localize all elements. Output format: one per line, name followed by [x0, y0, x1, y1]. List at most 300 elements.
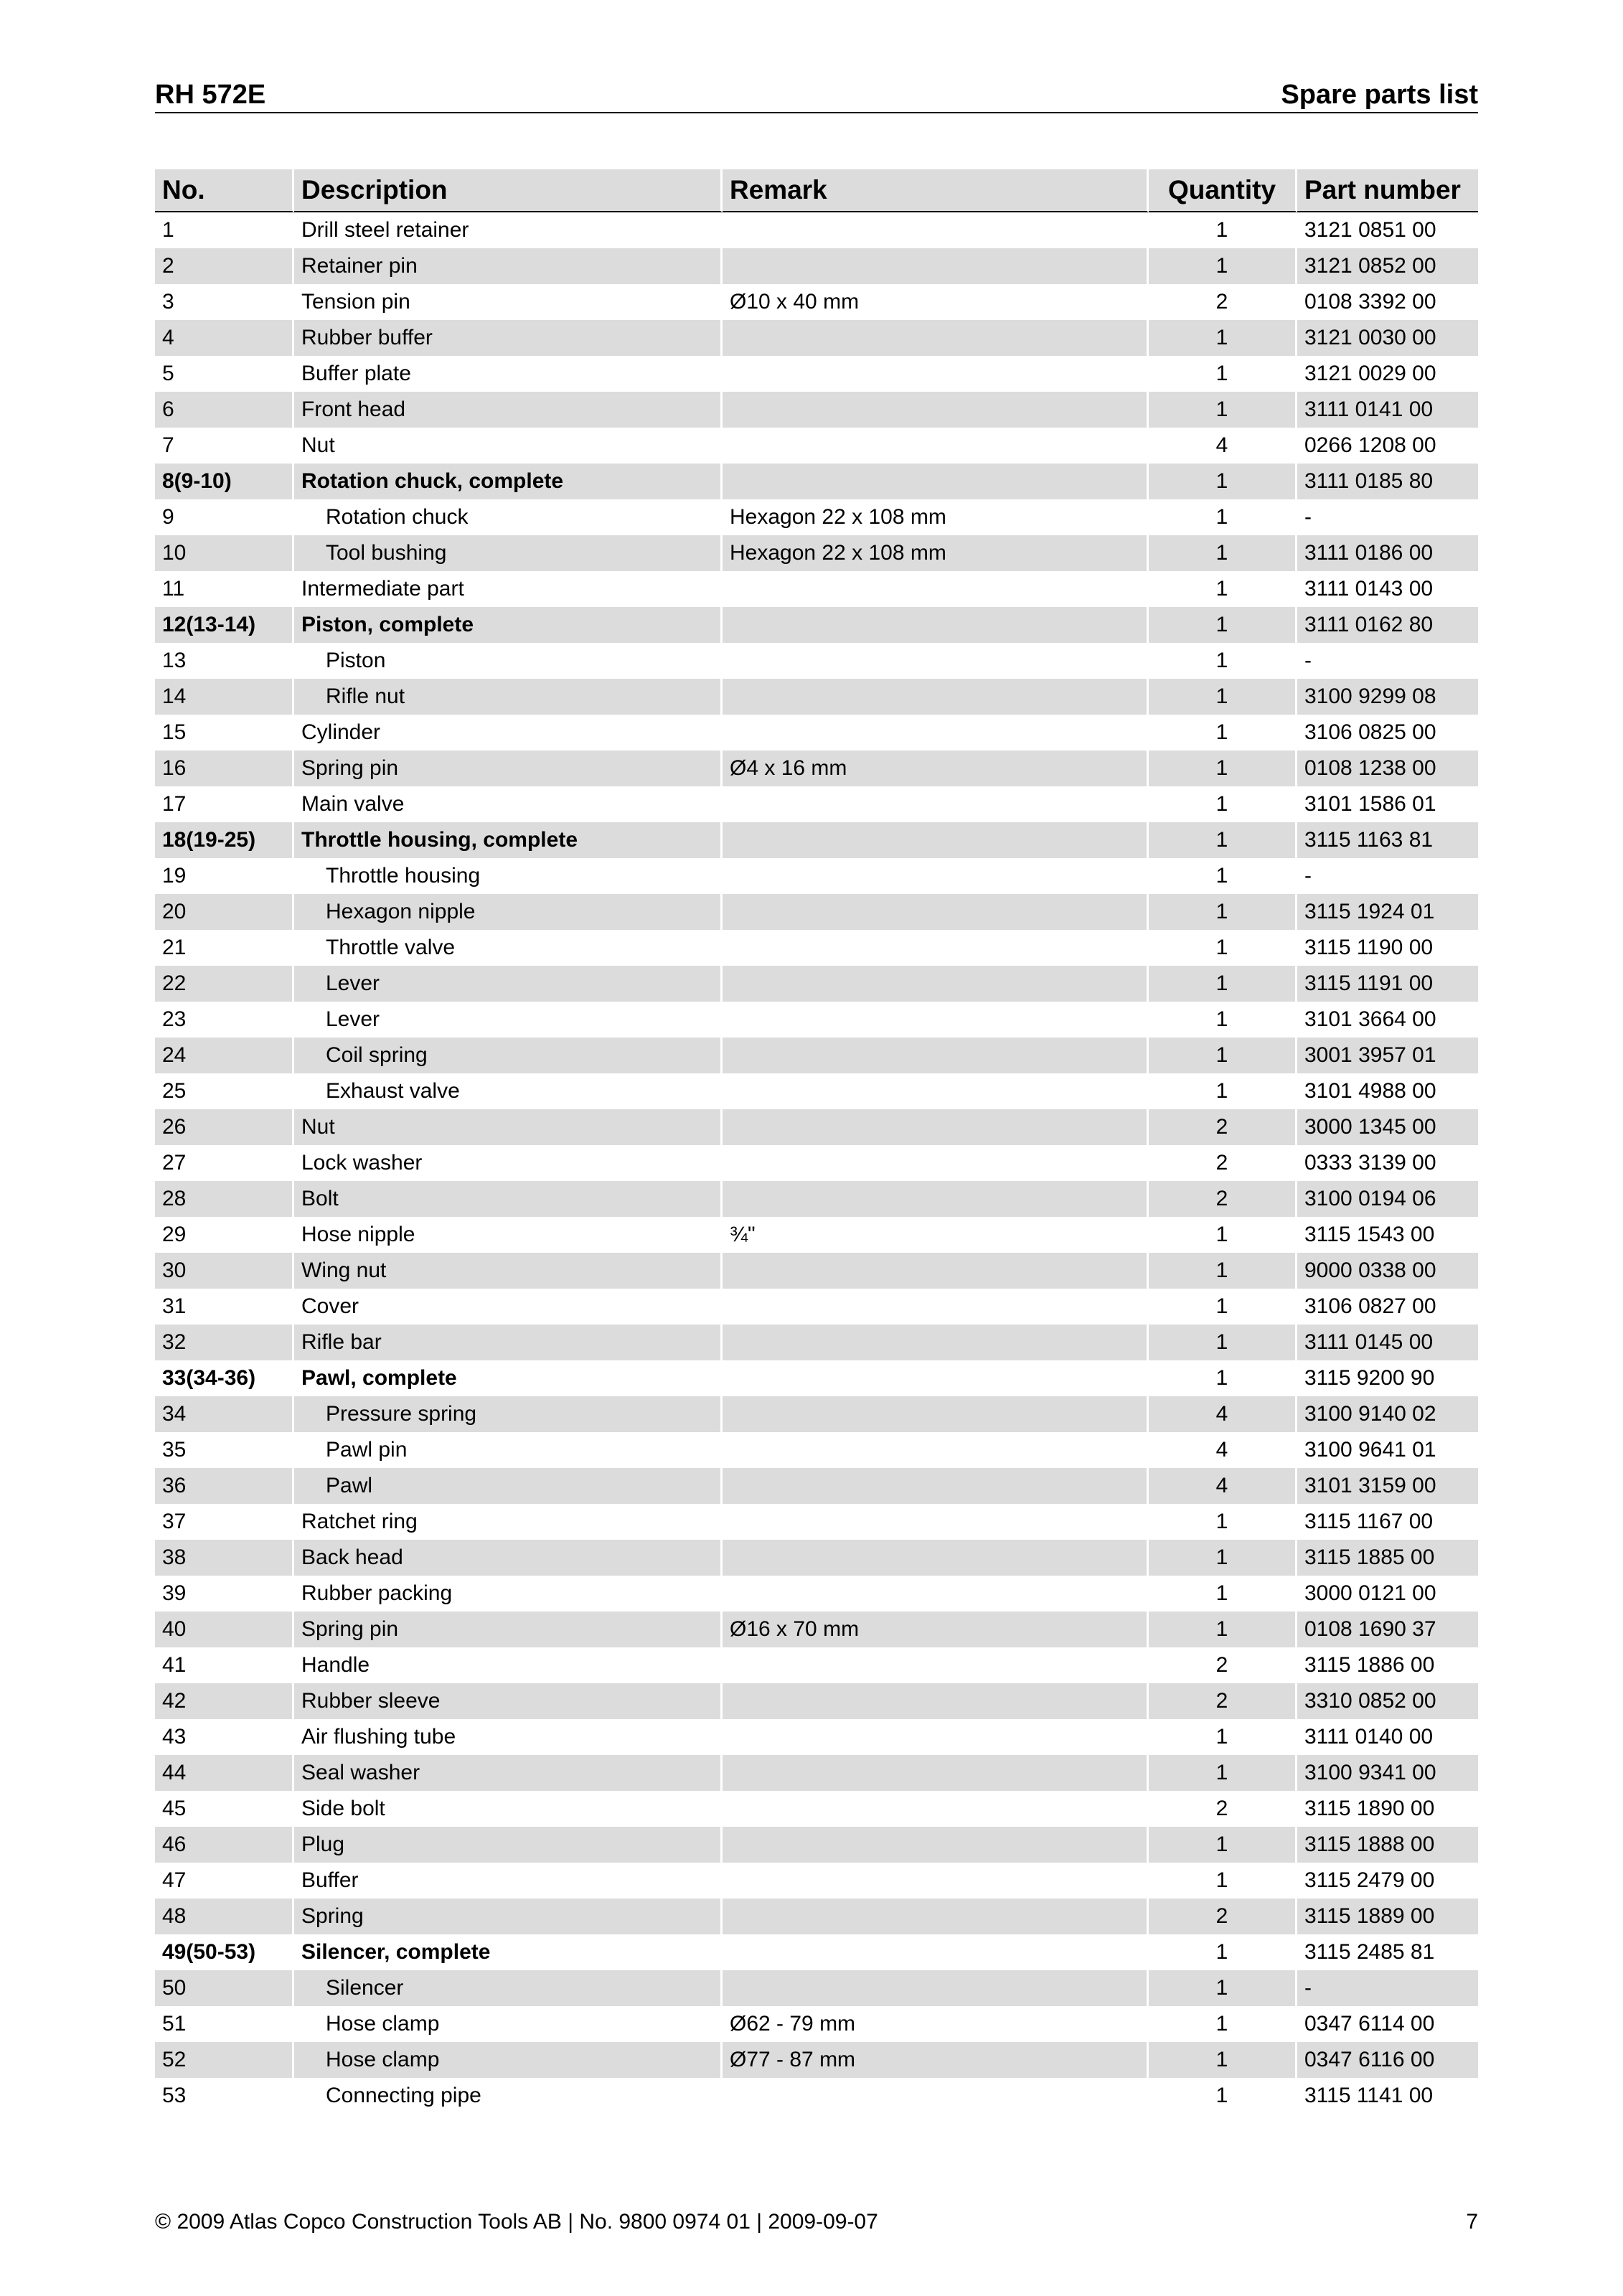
cell-description: Handle [294, 1647, 723, 1683]
table-row [155, 1755, 1478, 1791]
cell-part-number: 3000 1345 00 [1297, 1109, 1478, 1145]
cell-quantity: 1 [1149, 1325, 1297, 1360]
cell-description: Spring pin [294, 751, 723, 786]
table-row [155, 1360, 1478, 1396]
cell-remark [723, 894, 1149, 930]
cell-quantity: 1 [1149, 1970, 1297, 2006]
cell-item-number: 49(50-53) [155, 1934, 294, 1970]
cell-quantity: 1 [1149, 966, 1297, 1002]
cell-quantity: 1 [1149, 535, 1297, 571]
cell-description: Pressure spring [294, 1396, 723, 1432]
column-header-no: No. [155, 169, 294, 212]
cell-part-number: 3115 1888 00 [1297, 1827, 1478, 1863]
table-row [155, 1253, 1478, 1289]
cell-item-number: 15 [155, 715, 294, 751]
cell-item-number: 11 [155, 571, 294, 607]
table-row [155, 679, 1478, 715]
cell-remark [723, 1755, 1149, 1791]
cell-remark [723, 930, 1149, 966]
cell-remark [723, 1683, 1149, 1719]
table-row [155, 2042, 1478, 2078]
cell-part-number: - [1304, 505, 1312, 529]
cell-remark [723, 320, 1149, 356]
cell-remark [723, 1432, 1149, 1468]
table-row [155, 751, 1478, 786]
cell-item-number: 30 [155, 1253, 294, 1289]
column-header-quantity: Quantity [1149, 169, 1297, 212]
cell-remark [723, 1109, 1149, 1145]
cell-quantity: 1 [1149, 1540, 1297, 1576]
cell-item-number: 4 [155, 320, 294, 356]
table-row [155, 356, 1478, 392]
cell-quantity: 4 [1149, 1432, 1297, 1468]
cell-quantity: 1 [1149, 858, 1297, 894]
cell-description: Pawl pin [294, 1432, 723, 1468]
cell-description: Silencer, complete [294, 1934, 723, 1970]
cell-part-number: 3101 1586 01 [1304, 792, 1436, 816]
cell-remark [723, 1468, 1149, 1504]
cell-item-number: 19 [155, 858, 294, 894]
cell-part-number: 3115 1886 00 [1304, 1653, 1435, 1677]
cell-remark: Ø10 x 40 mm [723, 284, 1149, 320]
cell-part-number: 3115 1885 00 [1297, 1540, 1478, 1576]
cell-part-number: 3106 0825 00 [1304, 720, 1436, 744]
cell-quantity: 1 [1149, 1576, 1297, 1612]
cell-description: Throttle housing, complete [294, 822, 723, 858]
cell-description: Rifle bar [294, 1325, 723, 1360]
cell-remark: Hexagon 22 x 108 mm [723, 499, 1149, 535]
cell-description: Lock washer [294, 1145, 723, 1181]
cell-quantity: 1 [1149, 499, 1297, 535]
table-row [155, 1719, 1478, 1755]
cell-item-number: 35 [155, 1432, 294, 1468]
table-row [155, 1289, 1478, 1325]
cell-part-number: 3115 1190 00 [1304, 936, 1434, 959]
cell-quantity: 1 [1149, 786, 1297, 822]
cell-item-number: 40 [155, 1612, 294, 1647]
cell-remark [723, 1934, 1149, 1970]
table-row [155, 1181, 1478, 1217]
cell-quantity: 1 [1149, 1827, 1297, 1863]
cell-description: Rotation chuck, complete [294, 464, 723, 499]
cell-item-number: 16 [155, 751, 294, 786]
cell-part-number: 3115 1167 00 [1304, 1510, 1434, 1533]
cell-description: Silencer [294, 1970, 723, 2006]
cell-description: Ratchet ring [294, 1504, 723, 1540]
table-row [155, 1217, 1478, 1253]
cell-item-number: 7 [155, 428, 294, 464]
cell-description: Rubber buffer [294, 320, 723, 356]
table-row [155, 1468, 1478, 1504]
cell-item-number: 24 [155, 1038, 294, 1073]
cell-item-number: 46 [155, 1827, 294, 1863]
cell-item-number: 33(34-36) [155, 1360, 294, 1396]
cell-remark [723, 248, 1149, 284]
cell-remark [723, 679, 1149, 715]
cell-quantity: 1 [1149, 2006, 1297, 2042]
table-row [155, 1540, 1478, 1576]
cell-quantity: 1 [1149, 248, 1297, 284]
cell-item-number: 28 [155, 1181, 294, 1217]
cell-quantity: 1 [1149, 1289, 1297, 1325]
cell-remark [723, 1289, 1149, 1325]
cell-description: Tool bushing [294, 535, 723, 571]
cell-item-number: 5 [155, 356, 294, 392]
cell-part-number: 3100 0194 06 [1297, 1181, 1478, 1217]
table-row [155, 894, 1478, 930]
cell-remark [723, 715, 1149, 751]
cell-part-number: 0266 1208 00 [1304, 433, 1436, 457]
cell-description: Seal washer [294, 1755, 723, 1791]
table-row [155, 1647, 1478, 1683]
cell-description: Main valve [294, 786, 723, 822]
cell-remark [723, 1038, 1149, 1073]
table-row [155, 248, 1478, 284]
cell-description: Pawl, complete [294, 1360, 723, 1396]
table-row [155, 2078, 1478, 2114]
table-row [155, 822, 1478, 858]
cell-quantity: 1 [1149, 1073, 1297, 1109]
cell-part-number: 3100 9140 02 [1297, 1396, 1478, 1432]
cell-item-number: 34 [155, 1396, 294, 1432]
cell-description: Cover [294, 1289, 723, 1325]
cell-item-number: 18(19-25) [155, 822, 294, 858]
cell-quantity: 1 [1149, 2078, 1297, 2114]
cell-part-number: 3111 0143 00 [1304, 577, 1434, 601]
cell-quantity: 1 [1149, 643, 1297, 679]
column-header-part-number: Part number [1297, 169, 1478, 212]
cell-description: Throttle housing [294, 858, 723, 894]
cell-description: Drill steel retainer [294, 212, 723, 248]
copyright-text: © 2009 Atlas Copco Construction Tools AB | No. 9800 0974 01 | 2009-09-07 [155, 2210, 878, 2234]
cell-item-number: 48 [155, 1899, 294, 1934]
cell-quantity: 4 [1149, 428, 1297, 464]
cell-part-number: 3001 3957 01 [1297, 1038, 1478, 1073]
cell-part-number: 3115 1141 00 [1304, 2084, 1434, 2107]
cell-remark [723, 571, 1149, 607]
cell-quantity: 1 [1149, 1360, 1297, 1396]
table-row [155, 1038, 1478, 1073]
cell-quantity: 2 [1149, 1899, 1297, 1934]
cell-description: Retainer pin [294, 248, 723, 284]
cell-item-number: 27 [155, 1145, 294, 1181]
table-row [155, 1970, 1478, 2006]
cell-remark [723, 1576, 1149, 1612]
table-row [155, 2006, 1478, 2042]
cell-item-number: 3 [155, 284, 294, 320]
table-header [155, 169, 1478, 212]
cell-remark: ¾" [723, 1217, 1149, 1253]
cell-item-number: 26 [155, 1109, 294, 1145]
cell-part-number: 0108 1690 37 [1297, 1612, 1478, 1647]
cell-part-number: 3121 0029 00 [1304, 362, 1436, 385]
cell-part-number: 3101 3664 00 [1304, 1007, 1436, 1031]
cell-part-number: 0347 6114 00 [1304, 2012, 1435, 2036]
table-row [155, 1863, 1478, 1899]
cell-quantity: 2 [1149, 1181, 1297, 1217]
cell-item-number: 8(9-10) [155, 464, 294, 499]
cell-part-number: 3115 1889 00 [1297, 1899, 1478, 1934]
cell-description: Rotation chuck [294, 499, 723, 535]
cell-description: Pawl [294, 1468, 723, 1504]
cell-item-number: 9 [155, 499, 294, 535]
cell-part-number: 3121 0030 00 [1297, 320, 1478, 356]
cell-item-number: 37 [155, 1504, 294, 1540]
table-row [155, 1827, 1478, 1863]
cell-part-number: 9000 0338 00 [1297, 1253, 1478, 1289]
cell-part-number: 3111 0186 00 [1297, 535, 1478, 571]
table-row [155, 715, 1478, 751]
cell-part-number: 3115 2485 81 [1304, 1940, 1435, 1964]
cell-quantity: 1 [1149, 1504, 1297, 1540]
table-row [155, 1791, 1478, 1827]
cell-remark [723, 966, 1149, 1002]
cell-quantity: 1 [1149, 392, 1297, 428]
cell-item-number: 42 [155, 1683, 294, 1719]
page-footer [155, 2210, 1478, 2234]
cell-description: Piston, complete [294, 607, 723, 643]
cell-description: Hose clamp [294, 2006, 723, 2042]
cell-part-number: 3111 0162 80 [1297, 607, 1478, 643]
table-row [155, 1576, 1478, 1612]
cell-item-number: 1 [155, 212, 294, 248]
table-row [155, 1612, 1478, 1647]
cell-item-number: 43 [155, 1719, 294, 1755]
cell-remark [723, 607, 1149, 643]
cell-quantity: 1 [1149, 356, 1297, 392]
cell-part-number: 3310 0852 00 [1297, 1683, 1478, 1719]
cell-part-number: 3100 9341 00 [1297, 1755, 1478, 1791]
cell-part-number: 3101 4988 00 [1304, 1079, 1436, 1103]
cell-quantity: 1 [1149, 751, 1297, 786]
cell-description: Piston [294, 643, 723, 679]
cell-description: Coil spring [294, 1038, 723, 1073]
cell-item-number: 23 [155, 1002, 294, 1038]
table-row [155, 284, 1478, 320]
table-row [155, 1396, 1478, 1432]
cell-quantity: 2 [1149, 1791, 1297, 1827]
cell-item-number: 29 [155, 1217, 294, 1253]
cell-part-number: 3111 0141 00 [1297, 392, 1478, 428]
cell-item-number: 36 [155, 1468, 294, 1504]
cell-item-number: 39 [155, 1576, 294, 1612]
cell-description: Nut [294, 428, 723, 464]
cell-part-number: 3121 0852 00 [1297, 248, 1478, 284]
cell-part-number: - [1297, 1970, 1478, 2006]
cell-remark [723, 356, 1149, 392]
cell-quantity: 4 [1149, 1468, 1297, 1504]
cell-remark [723, 822, 1149, 858]
cell-remark [723, 1002, 1149, 1038]
table-row [155, 320, 1478, 356]
cell-quantity: 1 [1149, 2042, 1297, 2078]
cell-item-number: 10 [155, 535, 294, 571]
cell-part-number: 3115 1163 81 [1297, 822, 1478, 858]
cell-part-number: 3115 1890 00 [1304, 1797, 1435, 1820]
cell-description: Rifle nut [294, 679, 723, 715]
cell-remark [723, 428, 1149, 464]
cell-description: Plug [294, 1827, 723, 1863]
cell-remark [723, 1863, 1149, 1899]
cell-remark [723, 858, 1149, 894]
cell-description: Hose nipple [294, 1217, 723, 1253]
cell-item-number: 12(13-14) [155, 607, 294, 643]
cell-description: Spring pin [294, 1612, 723, 1647]
cell-part-number: 3101 3159 00 [1297, 1468, 1478, 1504]
cell-remark [723, 212, 1149, 248]
cell-remark [723, 1396, 1149, 1432]
cell-quantity: 1 [1149, 320, 1297, 356]
cell-part-number: 0333 3139 00 [1304, 1151, 1436, 1175]
cell-description: Bolt [294, 1181, 723, 1217]
cell-part-number: 0108 3392 00 [1304, 290, 1436, 314]
cell-quantity: 1 [1149, 1253, 1297, 1289]
cell-description: Lever [294, 1002, 723, 1038]
table-row [155, 428, 1478, 464]
cell-part-number: 0108 1238 00 [1297, 751, 1478, 786]
cell-quantity: 1 [1149, 1863, 1297, 1899]
cell-quantity: 1 [1149, 1002, 1297, 1038]
cell-description: Spring [294, 1899, 723, 1934]
cell-part-number: 3100 9299 08 [1297, 679, 1478, 715]
cell-quantity: 2 [1149, 1683, 1297, 1719]
cell-quantity: 1 [1149, 894, 1297, 930]
cell-item-number: 13 [155, 643, 294, 679]
cell-description: Lever [294, 966, 723, 1002]
cell-description: Tension pin [294, 284, 723, 320]
table-row [155, 1934, 1478, 1970]
cell-part-number: 3121 0851 00 [1304, 218, 1436, 242]
cell-quantity: 1 [1149, 212, 1297, 248]
table-body [155, 212, 1478, 2114]
cell-remark [723, 1253, 1149, 1289]
cell-quantity: 1 [1149, 607, 1297, 643]
table-row [155, 1325, 1478, 1360]
cell-quantity: 1 [1149, 1217, 1297, 1253]
table-row [155, 1109, 1478, 1145]
cell-remark [723, 392, 1149, 428]
cell-part-number: 3115 2479 00 [1304, 1868, 1435, 1892]
cell-description: Wing nut [294, 1253, 723, 1289]
cell-quantity: 2 [1149, 1647, 1297, 1683]
table-row [155, 607, 1478, 643]
cell-remark: Ø16 x 70 mm [723, 1612, 1149, 1647]
cell-remark [723, 1970, 1149, 2006]
cell-remark: Ø77 - 87 mm [723, 2042, 1149, 2078]
column-header-remark: Remark [723, 169, 1149, 212]
cell-description: Throttle valve [294, 930, 723, 966]
cell-remark: Hexagon 22 x 108 mm [723, 535, 1149, 571]
table-row [155, 499, 1478, 535]
cell-remark [723, 1181, 1149, 1217]
cell-item-number: 50 [155, 1970, 294, 2006]
cell-remark [723, 1360, 1149, 1396]
cell-description: Back head [294, 1540, 723, 1576]
cell-description: Connecting pipe [294, 2078, 723, 2114]
cell-item-number: 32 [155, 1325, 294, 1360]
cell-item-number: 41 [155, 1647, 294, 1683]
cell-remark [723, 1540, 1149, 1576]
table-row [155, 966, 1478, 1002]
cell-item-number: 6 [155, 392, 294, 428]
cell-part-number: 3100 9641 01 [1304, 1438, 1436, 1462]
table-row [155, 786, 1478, 822]
cell-item-number: 17 [155, 786, 294, 822]
cell-remark [723, 464, 1149, 499]
cell-part-number: 3115 1924 01 [1297, 894, 1478, 930]
cell-quantity: 1 [1149, 679, 1297, 715]
cell-part-number: 3000 0121 00 [1304, 1581, 1436, 1605]
table-row [155, 1504, 1478, 1540]
cell-remark: Ø4 x 16 mm [723, 751, 1149, 786]
column-header-description: Description [294, 169, 723, 212]
cell-quantity: 1 [1149, 715, 1297, 751]
cell-item-number: 44 [155, 1755, 294, 1791]
cell-description: Side bolt [294, 1791, 723, 1827]
cell-quantity: 4 [1149, 1396, 1297, 1432]
cell-remark [723, 643, 1149, 679]
cell-remark [723, 1504, 1149, 1540]
cell-part-number: 3115 1191 00 [1297, 966, 1478, 1002]
table-row [155, 1683, 1478, 1719]
cell-quantity: 1 [1149, 1038, 1297, 1073]
cell-item-number: 14 [155, 679, 294, 715]
document-title: Spare parts list [1281, 80, 1478, 110]
cell-remark [723, 1647, 1149, 1683]
cell-quantity: 1 [1149, 571, 1297, 607]
cell-part-number: 3111 0140 00 [1304, 1725, 1434, 1749]
cell-description: Exhaust valve [294, 1073, 723, 1109]
cell-remark [723, 1145, 1149, 1181]
cell-part-number: 3115 1543 00 [1304, 1223, 1435, 1246]
table-row [155, 535, 1478, 571]
cell-remark [723, 786, 1149, 822]
cell-quantity: 1 [1149, 1612, 1297, 1647]
cell-description: Front head [294, 392, 723, 428]
table-row [155, 858, 1478, 894]
cell-item-number: 22 [155, 966, 294, 1002]
cell-item-number: 53 [155, 2078, 294, 2114]
cell-quantity: 2 [1149, 284, 1297, 320]
cell-item-number: 2 [155, 248, 294, 284]
cell-remark [723, 1827, 1149, 1863]
cell-description: Buffer [294, 1863, 723, 1899]
cell-remark [723, 1791, 1149, 1827]
cell-item-number: 51 [155, 2006, 294, 2042]
cell-quantity: 2 [1149, 1109, 1297, 1145]
cell-remark: Ø62 - 79 mm [723, 2006, 1149, 2042]
cell-quantity: 1 [1149, 1934, 1297, 1970]
cell-remark [723, 1899, 1149, 1934]
table-row [155, 1073, 1478, 1109]
cell-item-number: 21 [155, 930, 294, 966]
cell-remark [723, 2078, 1149, 2114]
cell-item-number: 52 [155, 2042, 294, 2078]
cell-item-number: 20 [155, 894, 294, 930]
cell-description: Hose clamp [294, 2042, 723, 2078]
cell-part-number: - [1304, 864, 1312, 888]
cell-description: Hexagon nipple [294, 894, 723, 930]
cell-part-number: 3111 0145 00 [1297, 1325, 1478, 1360]
cell-description: Cylinder [294, 715, 723, 751]
cell-quantity: 1 [1149, 822, 1297, 858]
cell-description: Nut [294, 1109, 723, 1145]
cell-part-number: 0347 6116 00 [1297, 2042, 1478, 2078]
cell-quantity: 2 [1149, 1145, 1297, 1181]
cell-quantity: 1 [1149, 1755, 1297, 1791]
table-row [155, 643, 1478, 679]
cell-item-number: 38 [155, 1540, 294, 1576]
